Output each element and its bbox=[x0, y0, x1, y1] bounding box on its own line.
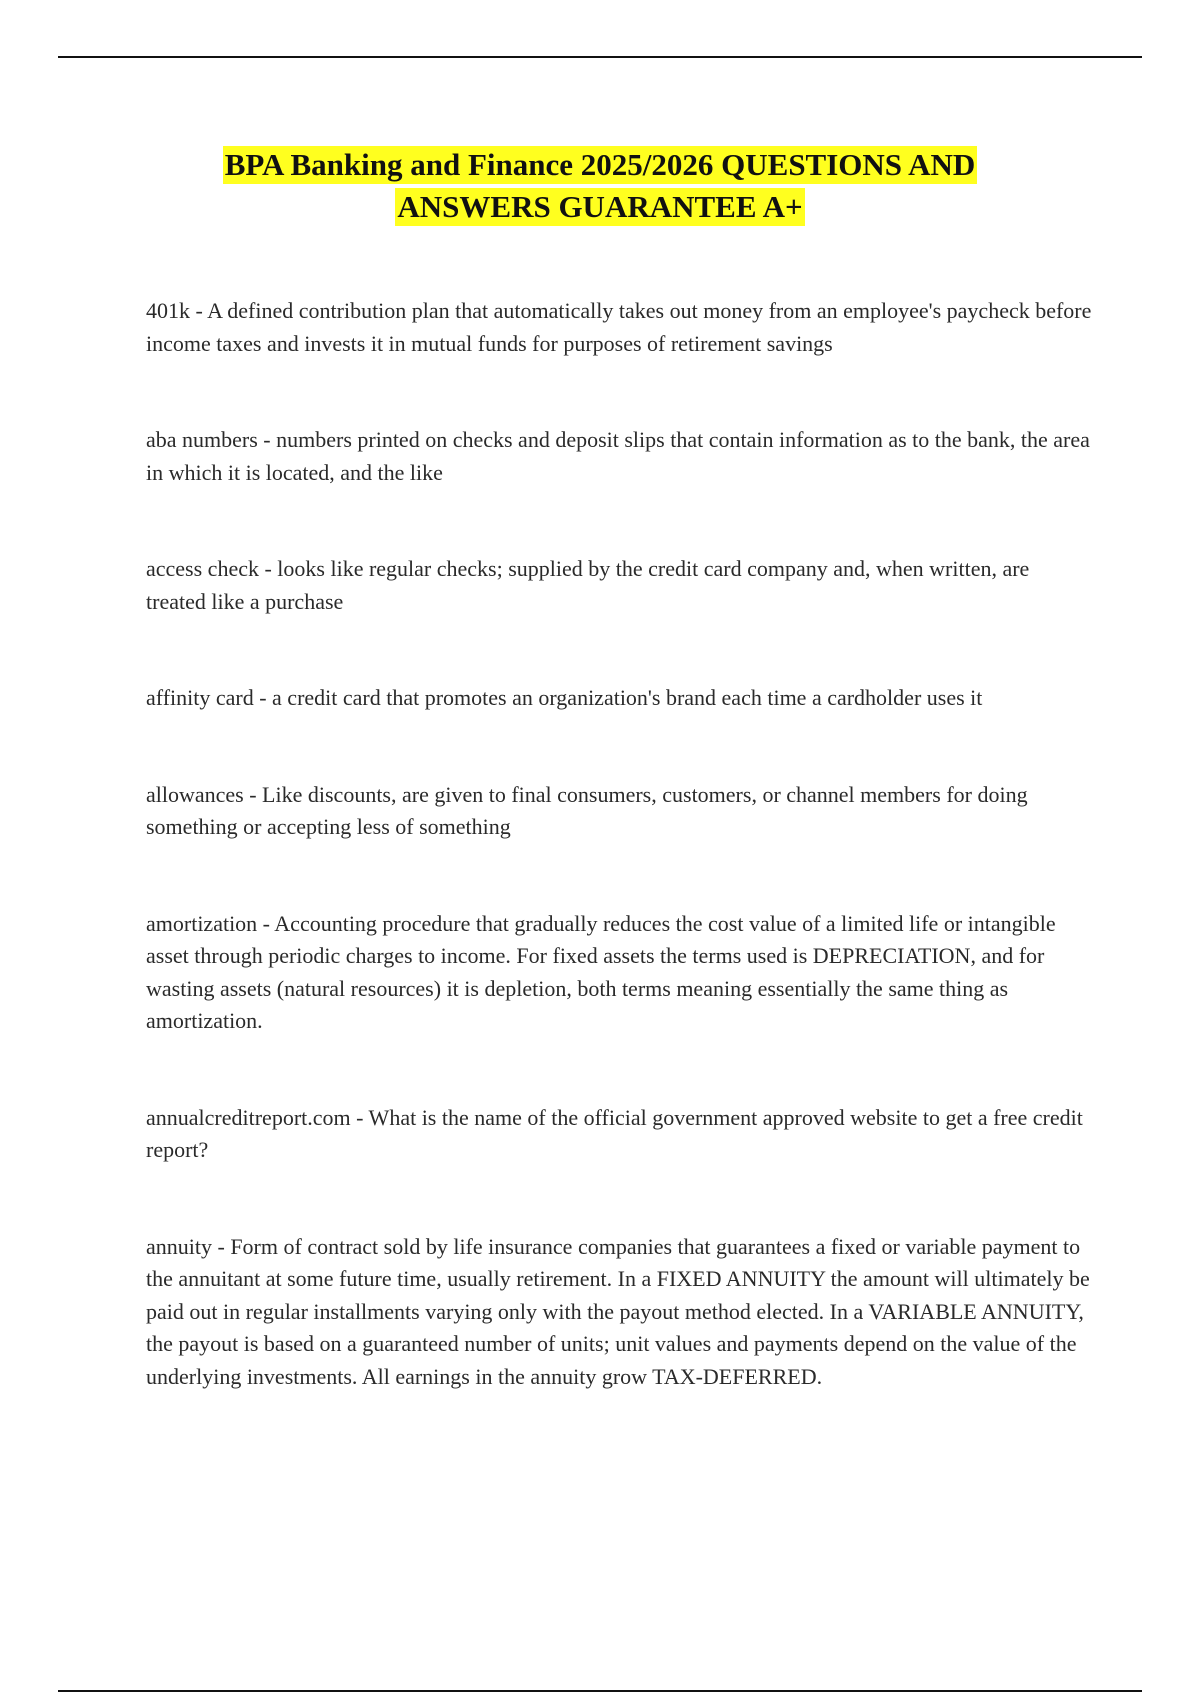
document-title bbox=[0, 146, 1200, 226]
glossary-entry-allowances: allowances - Like discounts, are given to final consumers, customers, or channel members for doing something or accepting less of something bbox=[146, 781, 1028, 839]
glossary-entry-aba-numbers: aba numbers - numbers printed on checks and deposit slips that contain information as to the bank, the area in which it is located, and the like bbox=[146, 427, 1090, 485]
header-rule bbox=[58, 56, 1142, 58]
footer-rule bbox=[58, 1690, 1142, 1692]
glossary-entry-amortization: amortization - Accounting procedure that gradually reduces the cost value of a limited life or intangible asset through periodic charges to income. For fixed assets the terms used is DEPRECIATION, and for wasting assets (natural resources) it is depletion, both terms meaning essentially the same thing as amortization. bbox=[146, 910, 1056, 1033]
glossary-entry-401k: 401k - A defined contribution plan that automatically takes out money from an employee's paycheck before income taxes and invests it in mutual funds for purposes of retirement savings bbox=[146, 298, 1092, 356]
glossary-entry-affinity-card: affinity card - a credit card that promotes an organization's brand each time a cardholder uses it bbox=[146, 685, 983, 710]
document-title-line-2: ANSWERS GUARANTEE A+ bbox=[397, 189, 803, 224]
document-title-line-1: BPA Banking and Finance 2025/2026 QUESTIONS AND bbox=[224, 147, 976, 182]
glossary-entries bbox=[146, 295, 1092, 1457]
glossary-entry-annuity: annuity - Form of contract sold by life insurance companies that guarantees a fixed or variable payment to the annuitant at some future time, usually retirement. In a FIXED ANNUITY the amount will ultimately be paid out in regular installments varying only with the payout method elected. In a VARIABLE ANNUITY, the payout is based on a guaranteed number of units; unit values and payments depend on the value of the underlying investments. All earnings in the annuity grow TAX-DEFERRED. bbox=[146, 1233, 1090, 1389]
glossary-entry-annualcreditreport: annualcreditreport.com - What is the name of the official government approved website to get a free credit report? bbox=[146, 1104, 1083, 1162]
glossary-entry-access-check: access check - looks like regular checks; supplied by the credit card company and, when written, are treated like a purchase bbox=[146, 556, 1030, 614]
